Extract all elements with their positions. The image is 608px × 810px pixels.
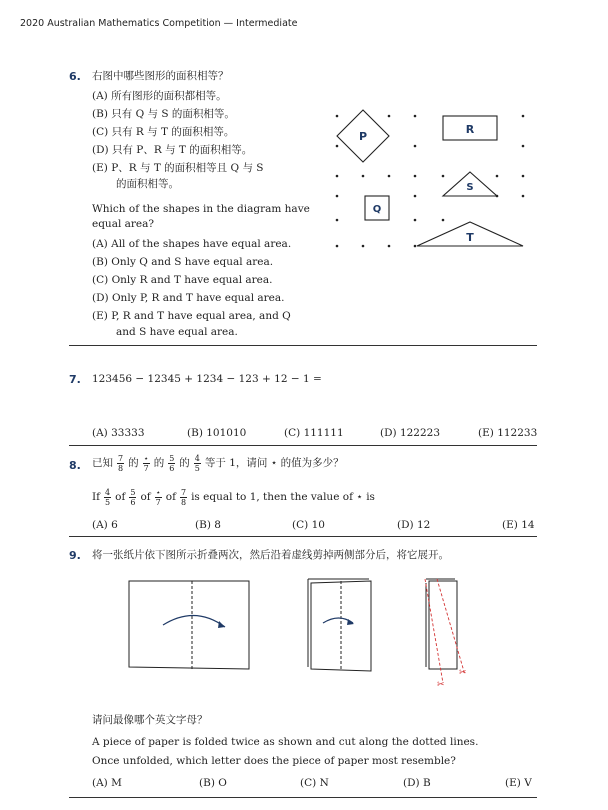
q9-number: 9. — [69, 549, 81, 562]
q8-zh-text-4: 的 — [179, 457, 190, 469]
q8-zh-fraction-3 — [168, 454, 175, 473]
q8-en-text-4: of — [165, 491, 176, 503]
numerator: 7 — [180, 488, 187, 497]
q8-en-fraction-1 — [104, 488, 111, 507]
denominator: 5 — [105, 498, 111, 507]
q9-option-d: (D) B — [403, 777, 431, 789]
q6-en-option-c: (C) Only R and T have equal area. — [92, 274, 273, 286]
q6-en-option-e-cont: and S have equal area. — [116, 326, 238, 338]
denominator: 6 — [169, 464, 175, 473]
q8-option-a: (A) 6 — [92, 519, 118, 531]
q8-zh-question — [92, 454, 344, 473]
q8-zh-fraction-4 — [194, 454, 201, 473]
q6-zh-question: 右图中哪些图形的面积相等？ — [92, 70, 229, 82]
page-header: 2020 Australian Mathematics Competition — Intermediate — [20, 18, 298, 29]
q6-zh-option-e: (E) P、R 与 T 的面积相等且 Q 与 S — [92, 162, 264, 174]
q7-option-b: (B) 101010 — [187, 427, 247, 439]
q7-expression: 123456 − 12345 + 1234 − 123 + 12 − 1 = — [92, 373, 322, 385]
denominator: 8 — [118, 464, 124, 473]
denominator: 7 — [143, 464, 149, 473]
shape-p-label: P — [358, 130, 368, 143]
denominator: 7 — [155, 498, 161, 507]
q8-en-question — [92, 488, 375, 507]
numerator: 7 — [118, 454, 124, 463]
shape-q-label: Q — [372, 204, 382, 215]
scissors-icon: ✂ — [459, 668, 467, 678]
q8-zh-text-1: 已知 — [92, 457, 113, 469]
q6-shapes-diagram — [325, 100, 550, 260]
q6-en-option-e: (E) P, R and T have equal area, and Q — [92, 310, 291, 322]
q8-zh-text-5: 等于 1，请问 ⋆ 的值为多少？ — [204, 457, 344, 469]
numerator: 5 — [130, 488, 136, 497]
q7-option-a: (A) 33333 — [92, 427, 145, 439]
numerator: ⋆ — [143, 454, 149, 463]
q6-zh-option-b: (B) 只有 Q 与 S 的面积相等。 — [92, 108, 235, 120]
q8-en-fraction-2 — [129, 488, 136, 507]
shape-r-label: R — [465, 123, 475, 136]
q6-zh-option-c: (C) 只有 R 与 T 的面积相等。 — [92, 126, 235, 138]
q6-number: 6. — [69, 70, 81, 83]
numerator: 4 — [105, 488, 111, 497]
divider-q7-q8 — [69, 445, 537, 446]
q9-option-e: (E) V — [505, 777, 532, 789]
divider-q8-q9 — [69, 536, 537, 537]
scissors-icon: ✂ — [437, 680, 445, 690]
q8-option-b: (B) 8 — [195, 519, 221, 531]
q6-en-option-d: (D) Only P, R and T have equal area. — [92, 292, 285, 304]
denominator: 6 — [130, 498, 136, 507]
q7-option-d: (D) 122223 — [380, 427, 441, 439]
q9-zh-question: 将一张纸片依下图所示折叠两次，然后沿着虚线剪掉两侧部分后，将它展开。 — [92, 549, 449, 561]
q8-zh-fraction-2 — [143, 454, 150, 473]
shape-t-label: T — [466, 231, 474, 244]
shape-s-label: S — [466, 182, 474, 193]
q9-option-c: (C) N — [300, 777, 329, 789]
q8-en-text-3: of — [140, 491, 151, 503]
q8-option-c: (C) 10 — [292, 519, 325, 531]
bottom-divider — [69, 797, 537, 798]
fold-step-3 — [425, 579, 467, 690]
q8-en-text-5: is equal to 1, then the value of ⋆ is — [191, 491, 375, 503]
q6-zh-option-e-cont: 的面积相等。 — [116, 178, 179, 190]
denominator: 8 — [180, 498, 187, 507]
q9-option-b: (B) O — [199, 777, 227, 789]
q6-en-question-line1: Which of the shapes in the diagram have — [92, 203, 310, 215]
q8-option-e: (E) 14 — [502, 519, 535, 531]
divider-q6-q7 — [69, 345, 537, 346]
fold-step-2 — [308, 579, 371, 671]
q6-zh-option-a: (A) 所有图形的面积都相等。 — [92, 90, 227, 102]
q8-zh-text-3: 的 — [153, 457, 165, 469]
q9-option-a: (A) M — [92, 777, 122, 789]
q9-en-question-line2: Once unfolded, which letter does the piece of paper most resemble? — [92, 755, 456, 767]
q8-number: 8. — [69, 459, 81, 472]
q6-en-option-b: (B) Only Q and S have equal area. — [92, 256, 274, 268]
q8-en-text-1: If — [92, 491, 101, 503]
q8-option-d: (D) 12 — [397, 519, 431, 531]
fold-step-1 — [129, 581, 249, 669]
q9-en-question-line1: A piece of paper is folded twice as shown and cut along the dotted lines. — [92, 736, 479, 748]
q6-en-option-a: (A) All of the shapes have equal area. — [92, 238, 292, 250]
numerator: 5 — [169, 454, 175, 463]
q8-zh-text-2: 的 — [128, 457, 139, 469]
q7-option-e: (E) 112233 — [478, 427, 538, 439]
q8-en-fraction-4 — [180, 488, 187, 507]
q9-folding-diagram — [125, 575, 480, 695]
numerator: 4 — [194, 454, 200, 463]
q7-number: 7. — [69, 373, 81, 386]
q8-en-text-2: of — [115, 491, 126, 503]
q6-en-question-line2: equal area? — [92, 218, 155, 230]
q8-en-fraction-3 — [155, 488, 162, 507]
q7-option-c: (C) 111111 — [284, 427, 344, 439]
q8-zh-fraction-1 — [117, 454, 124, 473]
denominator: 5 — [194, 464, 200, 473]
numerator: ⋆ — [155, 488, 161, 497]
q6-zh-option-d: (D) 只有 P、R 与 T 的面积相等。 — [92, 144, 253, 156]
q9-zh-question-2: 请问最像哪个英文字母？ — [92, 714, 208, 726]
